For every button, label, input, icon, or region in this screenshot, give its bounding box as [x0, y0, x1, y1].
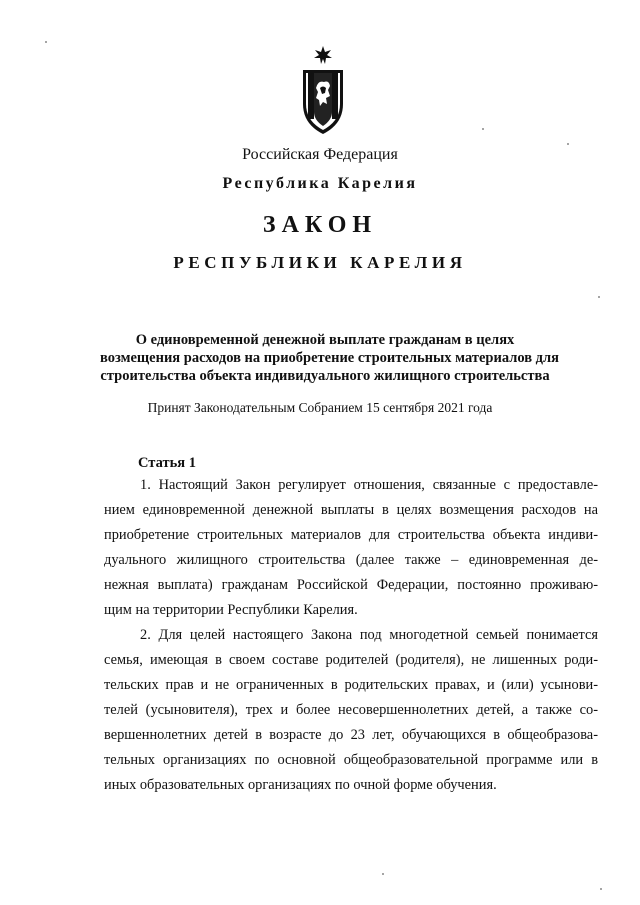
article-paragraph-2: [104, 623, 598, 798]
paragraph-line: тельных организациях по основной общеобразовательной программе или в: [104, 752, 598, 768]
federation-name: Российская Федерация: [242, 146, 398, 163]
paragraph-line: семья, имеющая в своем составе родителей (родителя), не лишенных роди-: [104, 652, 598, 668]
paragraph-line: 1. Настоящий Закон регулирует отношения, связанные с предоставле-: [140, 477, 598, 493]
paragraph-line: тельских прав и не ограниченных в родительских правах, и (или) усынови-: [104, 677, 598, 693]
law-title-line: возмещения расходов на приобретение строительных материалов для: [100, 350, 559, 366]
law-title: [100, 331, 559, 385]
paragraph-line: 2. Для целей настоящего Закона под многодетной семьей понимается: [140, 627, 598, 643]
paragraph-line: телей (усыновителя), трех и более несовершеннолетних детей, а также со-: [104, 702, 598, 718]
scan-speck: [598, 296, 600, 298]
republic-name: Республика Карелия: [222, 175, 418, 192]
scan-speck: [600, 888, 602, 890]
scan-speck: [482, 128, 484, 130]
paragraph-line: нежная выплата) гражданам Российской Федерации, постоянно проживаю-: [104, 577, 598, 593]
scan-speck: [382, 873, 384, 875]
paragraph-line: вершеннолетних детей в возрасте до 23 лет, обучающихся в общеобразова-: [104, 727, 598, 743]
paragraph-line: иных образовательных организациях по очной форме обучения.: [104, 777, 497, 793]
scan-speck: [567, 143, 569, 145]
paragraph-line: нием единовременной денежной выплаты в целях возмещения расходов на: [104, 502, 598, 518]
article-paragraph-1: [104, 473, 598, 623]
issuer-name: РЕСПУБЛИКИ КАРЕЛИЯ: [173, 253, 467, 272]
adoption-note: Принят Законодательным Собранием 15 сентября 2021 года: [147, 400, 493, 415]
karelia-coat-of-arms-icon: [298, 44, 348, 136]
paragraph-line: щим на территории Республики Карелия.: [104, 602, 358, 618]
document-type: ЗАКОН: [262, 212, 378, 238]
paragraph-line: приобретение строительных материалов для строительства объекта индиви-: [104, 527, 598, 543]
law-title-line: строительства объекта индивидуального жилищного строительства: [100, 368, 550, 384]
law-title-line: О единовременной денежной выплате гражданам в целях: [135, 332, 515, 348]
scan-speck: [45, 41, 47, 43]
article-heading: Статья 1: [138, 455, 196, 471]
paragraph-line: дуального жилищного строительства (далее также – единовременная де-: [104, 552, 598, 568]
